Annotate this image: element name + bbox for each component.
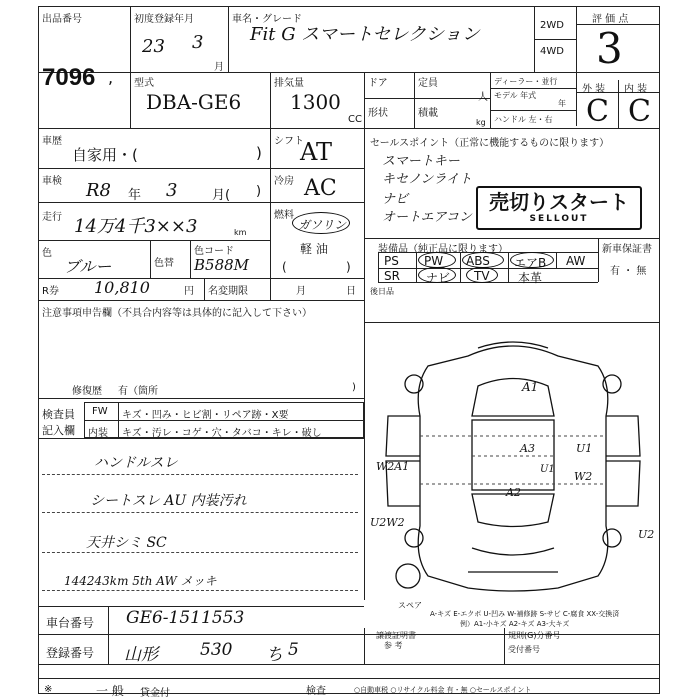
dealer-label: ディーラー・並行 — [494, 77, 558, 86]
divider — [490, 110, 576, 111]
color-no-label: 色替 — [154, 258, 174, 269]
divider — [414, 72, 415, 128]
cc-unit: CC — [348, 114, 362, 125]
divider — [204, 278, 205, 300]
exterior-label: 外 装 — [582, 84, 606, 95]
divider — [38, 278, 364, 279]
notes-label: 注意事項申告欄（不具合内容等は具体的に記入して下さい） — [42, 308, 312, 319]
reg-kana: ち — [266, 645, 283, 665]
model-code-label: 型式 — [134, 78, 154, 89]
equip-ps: PS — [384, 254, 399, 268]
shift-value: AT — [300, 138, 333, 166]
inspection-era: R8 — [86, 180, 112, 201]
lot-label: 出品番号 — [42, 14, 82, 25]
inspection-year-unit: 年 — [128, 188, 142, 203]
divider — [364, 98, 490, 99]
divider — [364, 72, 365, 128]
km-unit: km — [234, 228, 247, 237]
divider — [460, 252, 461, 282]
equip-tv-circle — [466, 267, 498, 283]
divider — [38, 438, 364, 439]
ac-value: AC — [304, 176, 337, 201]
mileage-label: 走行 — [42, 212, 62, 223]
handle-label: ハンドル 左・右 — [494, 115, 553, 124]
divider — [150, 240, 151, 278]
equip-aw: AW — [566, 254, 586, 268]
divider — [364, 322, 660, 323]
car-diagram — [368, 326, 658, 598]
reg-num: 5 — [288, 640, 299, 660]
divider — [490, 88, 576, 89]
selling-points-label: セールスポイント（正常に機能するものに限ります） — [370, 138, 610, 149]
divider — [38, 72, 660, 73]
dotted-line — [42, 512, 358, 513]
divider — [38, 634, 660, 635]
selling-point-4: オートエアコン — [382, 210, 472, 225]
equip-airbag-circle — [510, 252, 554, 268]
receipt-label: 受付番号 — [508, 645, 540, 654]
equip-airbag: エアB — [514, 256, 547, 270]
spare-label: スペア — [398, 601, 422, 610]
manual-options: 有 ・ 無 — [610, 266, 647, 277]
model-code: DBA-GE6 — [146, 90, 242, 114]
divider — [364, 628, 365, 664]
fuel-paren-close: ) — [346, 260, 351, 274]
inspection-month-unit: 月( — [212, 188, 231, 203]
model-grade-label: 車名・グレード — [232, 14, 302, 25]
transfer-label: 譲渡証明書 — [376, 631, 416, 640]
repair-close: ) — [352, 382, 356, 393]
equipment-label: 装備品（純正品に限ります） — [378, 244, 508, 255]
divider — [508, 252, 509, 282]
inspector-line-2: シートスレ AU 内装汚れ — [90, 493, 247, 509]
color-code-label: 色コード — [194, 246, 234, 257]
name-change-month: 月 — [296, 286, 306, 297]
divider — [534, 39, 576, 40]
diagram-left-mark-2: U2W2 — [370, 516, 405, 529]
selling-point-2: キセノンライト — [382, 172, 472, 187]
model-year-label: モデル 年式 — [494, 91, 537, 100]
load-label: 積載 — [418, 108, 438, 119]
diagram-mark-u1: U1 — [576, 442, 593, 455]
first-reg-month: 3 — [192, 32, 204, 53]
divider — [190, 240, 191, 278]
inspector-line-4: 144243km 5th AW メッキ — [64, 574, 217, 588]
equip-navi: ナビ — [426, 271, 451, 285]
sellout-stamp — [476, 186, 642, 230]
displacement: 1300 — [290, 90, 341, 114]
equip-leather: 本革 — [518, 271, 543, 285]
rental-label: 貸金付 — [140, 688, 170, 699]
note-prefix: ※ — [44, 684, 53, 695]
divider — [38, 398, 364, 399]
divider — [416, 252, 417, 282]
divider — [378, 252, 379, 282]
equip-pw: PW — [424, 254, 444, 268]
yen-unit: 円 — [184, 286, 194, 297]
divider — [130, 6, 131, 72]
bottom-note: ○自動車税 ○リサイクル料金 有・無 ○セールスポイント — [354, 686, 532, 694]
inspection-footer-label: 検査 — [306, 686, 326, 697]
ref-label: 参 考 — [384, 641, 403, 650]
int-label: 内装 — [88, 428, 108, 439]
history-value: 自家用・( — [72, 146, 138, 164]
chassis-value: GE6-1511553 — [126, 608, 245, 628]
equip-navi-circle — [418, 267, 456, 283]
reg-region: 山形 — [124, 645, 158, 665]
displacement-label: 排気量 — [274, 78, 304, 89]
sellout-main: 売切りスタート — [489, 190, 629, 214]
certificate-label: 規則(G)分番号 — [508, 631, 561, 640]
divider — [38, 168, 364, 169]
fw-text: キズ・凹み・ヒビ割・リペア跡・X要 — [122, 410, 289, 421]
diagram-mark-a1: A1 — [522, 380, 539, 394]
first-reg-year: 23 — [142, 36, 165, 57]
drive-4wd: 4WD — [540, 46, 564, 57]
selling-point-1: スマートキー — [382, 154, 460, 169]
capacity-label: 定員 — [418, 78, 438, 89]
divider — [490, 72, 491, 128]
person-unit: 人 — [478, 92, 488, 103]
interior-label: 内 装 — [624, 84, 648, 95]
equip-abs-circle — [462, 252, 504, 268]
equip-pw-circle — [418, 252, 456, 268]
general-label: 一 般 — [96, 684, 124, 698]
color-label: 色 — [42, 248, 52, 259]
month-unit: 月 — [214, 62, 224, 73]
dotted-line — [42, 590, 358, 591]
year-unit: 年 — [558, 99, 566, 108]
equip-sr: SR — [384, 269, 400, 283]
divider — [118, 402, 119, 438]
name-change-day: 日 — [346, 286, 356, 297]
diagram-mark-u2: U2 — [638, 528, 655, 541]
inspector-label-2: 記入欄 — [42, 424, 75, 437]
inspection-month: 3 — [166, 180, 178, 201]
divider — [270, 72, 271, 128]
mileage-value: 14万4千3××3 — [74, 216, 198, 237]
repair-label: 修復歴 — [72, 386, 102, 397]
inspection-label: 車検 — [42, 176, 62, 187]
fuel-diesel: 軽 油 — [300, 242, 328, 256]
fw-label: FW — [92, 406, 108, 417]
rear-label: 後日品 — [370, 287, 394, 296]
divider — [598, 238, 599, 282]
divider — [108, 606, 109, 664]
color-value: ブルー — [64, 257, 112, 276]
score-label: 評 価 点 — [592, 14, 629, 25]
manual-label: 新車保証書 — [602, 244, 652, 255]
color-code: B588M — [194, 256, 250, 274]
diagram-legend: A-キズ E-エクボ U-凹み W-補修跡 S-サビ C-腐食 XX-交換済 — [430, 610, 620, 618]
inspection-close: ) — [256, 184, 262, 199]
diagram-mark-a3: A3 — [520, 442, 535, 455]
lot-comma: , — [108, 68, 114, 87]
reg-class: 530 — [200, 640, 233, 660]
equip-tv: TV — [474, 269, 490, 283]
fuel-circle — [292, 212, 350, 234]
repair-value: 有（箇所 — [118, 386, 158, 397]
sellout-sub: SELLOUT — [529, 214, 589, 224]
door-label: ドア — [368, 78, 388, 89]
diagram-mark-a2: A2 — [506, 486, 521, 499]
divider — [38, 240, 270, 241]
recycle-amount: 10,810 — [94, 278, 150, 297]
shift-label: シフト — [274, 136, 304, 147]
diagram-legend-sub: 例）A1-小キズ A2-キズ A3-大キズ — [460, 620, 570, 628]
diagram-mark-u1b: U1 — [540, 464, 555, 475]
divider — [556, 252, 557, 268]
diagram-mark-w2: W2 — [574, 470, 593, 483]
fuel-label: 燃料 — [274, 210, 294, 221]
dotted-line — [42, 552, 358, 553]
divider — [38, 606, 364, 607]
divider — [364, 300, 365, 600]
equip-abs: ABS — [466, 254, 490, 268]
history-label: 車歴 — [42, 136, 62, 147]
reg-label: 登録番号 — [46, 646, 95, 660]
divider — [364, 128, 365, 300]
shape-label: 形状 — [368, 108, 388, 119]
exterior-grade: C — [586, 94, 609, 129]
inspector-label-1: 検査員 — [42, 408, 75, 421]
first-reg-label: 初度登録年月 — [134, 14, 194, 25]
fuel-paren-open: ( — [282, 260, 287, 274]
divider — [38, 202, 364, 203]
chassis-label: 車台番号 — [46, 616, 95, 630]
inspector-line-1: ハンドルスレ — [94, 455, 178, 471]
score-value: 3 — [596, 24, 623, 73]
divider — [38, 678, 660, 679]
lot-number: 7096 — [42, 64, 96, 91]
ac-label: 冷房 — [274, 176, 294, 187]
divider — [364, 238, 660, 239]
divider — [618, 80, 619, 128]
inspector-line-3: 天井シミ SC — [86, 535, 167, 551]
diagram-left-mark-1: W2A1 — [376, 460, 410, 473]
drive-2wd: 2WD — [540, 20, 564, 31]
name-change-label: 名変期限 — [208, 286, 248, 297]
divider — [504, 628, 505, 664]
model-grade: Fit G スマートセレクション — [250, 24, 480, 45]
kg-unit: kg — [476, 118, 486, 127]
recycle-label: R券 — [42, 286, 59, 297]
selling-point-3: ナビ — [382, 192, 409, 207]
fuel-gasoline: ガソリン — [298, 218, 347, 232]
divider — [38, 300, 364, 301]
divider — [228, 6, 229, 72]
int-text: キズ・汚レ・コゲ・穴・タバコ・キレ・破し — [122, 428, 322, 439]
divider — [38, 128, 660, 129]
divider — [270, 128, 271, 300]
dotted-line — [42, 474, 358, 475]
history-paren: ) — [256, 144, 262, 162]
divider — [130, 72, 131, 128]
interior-grade: C — [628, 94, 651, 129]
